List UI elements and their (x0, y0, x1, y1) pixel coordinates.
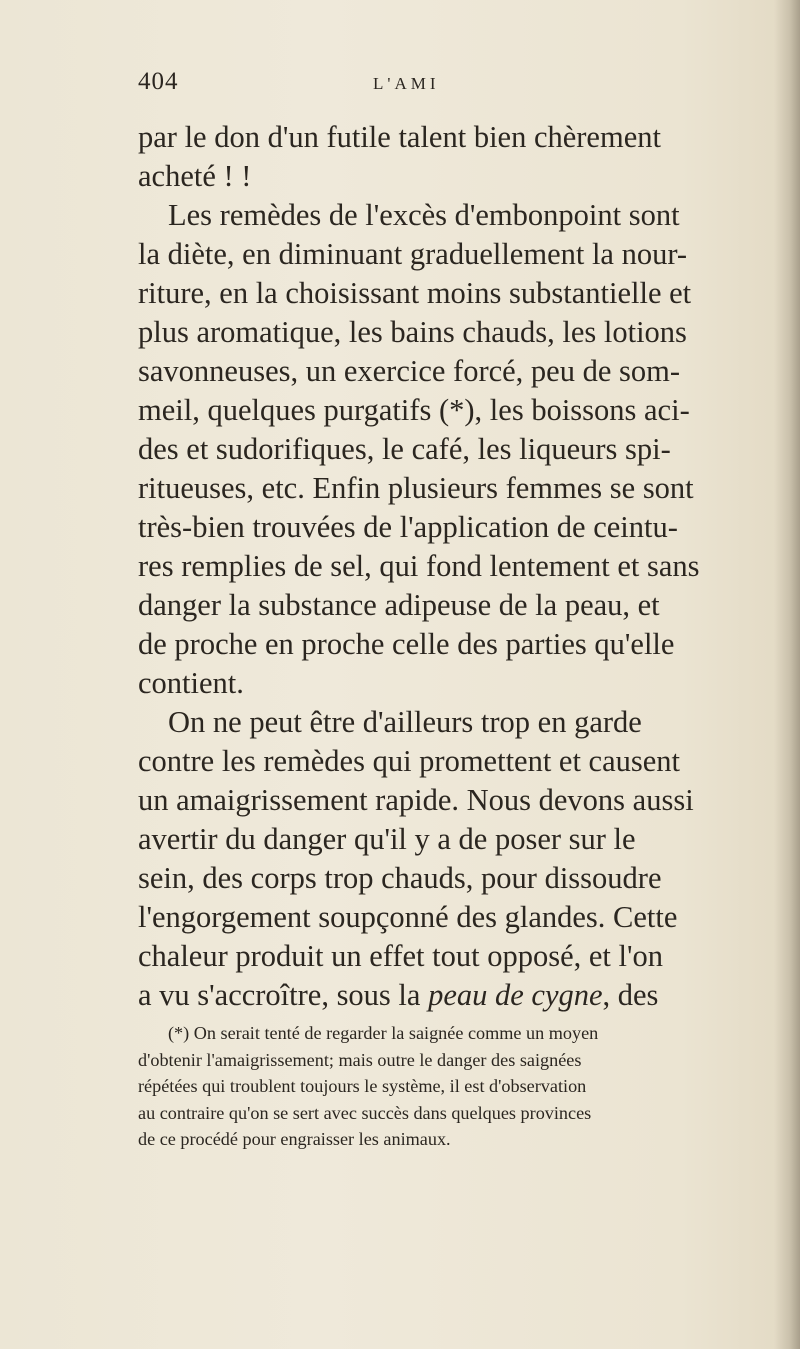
body-line: très-bien trouvées de l'application de ceintu- (138, 510, 678, 544)
footnote-line: d'obtenir l'amaigrissement; mais outre le danger des saignées (138, 1049, 582, 1070)
body-line: de proche en proche celle des parties qu'elle (138, 627, 675, 661)
body-line: contre les remèdes qui promettent et causent (138, 744, 681, 778)
body-line: l'engorgement soupçonné des glandes. Cette (138, 900, 678, 934)
body-line: savonneuses, un exercice forcé, peu de som- (138, 354, 681, 388)
page-number: 404 (138, 68, 179, 95)
body-line: res remplies de sel, qui fond lentement et sans (138, 549, 700, 583)
body-line: par le don d'un futile talent bien chèrement (138, 120, 661, 154)
body-line: contient. (138, 666, 244, 700)
body-text (138, 118, 778, 1015)
body-line-last (138, 976, 778, 1015)
body-line: On ne peut être d'ailleurs trop en garde (168, 705, 642, 739)
body-line: plus aromatique, les bains chauds, les lotions (138, 315, 687, 349)
running-head: L'AMI (373, 74, 440, 93)
footnote-line: au contraire qu'on se sert avec succès dans quelques provinces (138, 1102, 592, 1123)
body-line: sein, des corps trop chauds, pour dissoudre (138, 861, 662, 895)
body-line: ritueuses, etc. Enfin plusieurs femmes se sont (138, 471, 694, 505)
italic-phrase: peau de cygne (428, 978, 603, 1012)
body-line: acheté ! ! (138, 159, 252, 193)
footnote-line: (*) On serait tenté de regarder la saignée comme un moyen (168, 1023, 599, 1043)
footnote (138, 1020, 778, 1153)
last-line-start: a vu s'accroître, sous la (138, 978, 429, 1012)
last-line-end: , des (602, 978, 659, 1012)
body-line: des et sudorifiques, le café, les liqueurs spi- (138, 432, 671, 466)
body-line: riture, en la choisissant moins substantielle et (138, 276, 692, 310)
body-line: Les remèdes de l'excès d'embonpoint sont (168, 198, 680, 232)
body-line: danger la substance adipeuse de la peau, et (138, 588, 660, 622)
body-line: chaleur produit un effet tout opposé, et l'on (138, 939, 663, 973)
page-header (138, 64, 758, 104)
body-line: la diète, en diminuant graduellement la nour- (138, 237, 688, 271)
body-line: un amaigrissement rapide. Nous devons aussi (138, 783, 694, 817)
footnote-line: de ce procédé pour engraisser les animaux. (138, 1129, 451, 1149)
footnote-line: répétées qui troublent toujours le système, il est d'observation (138, 1076, 587, 1096)
body-line: meil, quelques purgatifs (*), les boissons aci- (138, 393, 690, 427)
body-line: avertir du danger qu'il y a de poser sur le (138, 822, 636, 856)
